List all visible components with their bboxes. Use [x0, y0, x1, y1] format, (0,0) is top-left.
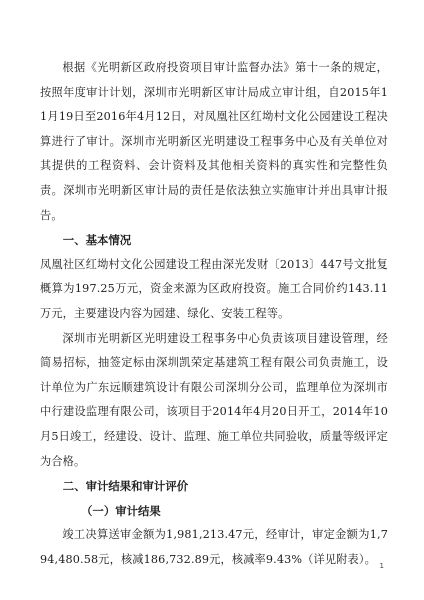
- subsection-heading-audit-result: （一）审计结果: [81, 503, 161, 518]
- intro-paragraph: 根据《光明新区政府投资项目审计监督办法》第十一条的规定，按照年度审计计划，深圳市光明新区审计局成立审计组，自2015年11月19日至2016年4月12日，对凤凰社区红坳村文化公园建设工程决算进行了审计。深圳市光明新区光明建设工程事务中心及有关单位对其提供的工程资料、会计资料及其他相关资料的真实性和完整性负责。深圳市光明新区审计局的责任是依法独立实施审计并出具审计报告。: [40, 61, 388, 222]
- page-number: 1: [379, 562, 384, 570]
- audit-result-paragraph: 竣工决算送审金额为1,981,213.47元，经审计，审定金额为1,794,480.58元，核减186,732.89元，核减率9.43%（详见附表）。: [40, 528, 388, 566]
- basic-info-paragraph-2: 深圳市光明新区光明建设工程事务中心负责该项目建设管理，经简易招标，抽签定标由深圳凯荣定基建筑工程有限公司负责施工，设计单位为广东远顺建筑设计有限公司深圳分公司，监理单位为深圳市中行建设监理有限公司，该项目于2014年4月20日开工，2014年10月5日竣工，经建设、设计、监理、施工单位共同验收，质量等级评定为合格。: [40, 331, 388, 468]
- section-heading-basic-info: 一、基本情况: [62, 233, 132, 248]
- section-heading-audit-results: 二、审计结果和审计评价: [62, 479, 189, 494]
- basic-info-paragraph-1: 凤凰社区红坳村文化公园建设工程由深光发财〔2013〕447号文批复概算为197.25万元，资金来源为区政府投资。施工合同价约143.11万元，主要建设内容为园建、绿化、安装工程等。: [40, 257, 388, 320]
